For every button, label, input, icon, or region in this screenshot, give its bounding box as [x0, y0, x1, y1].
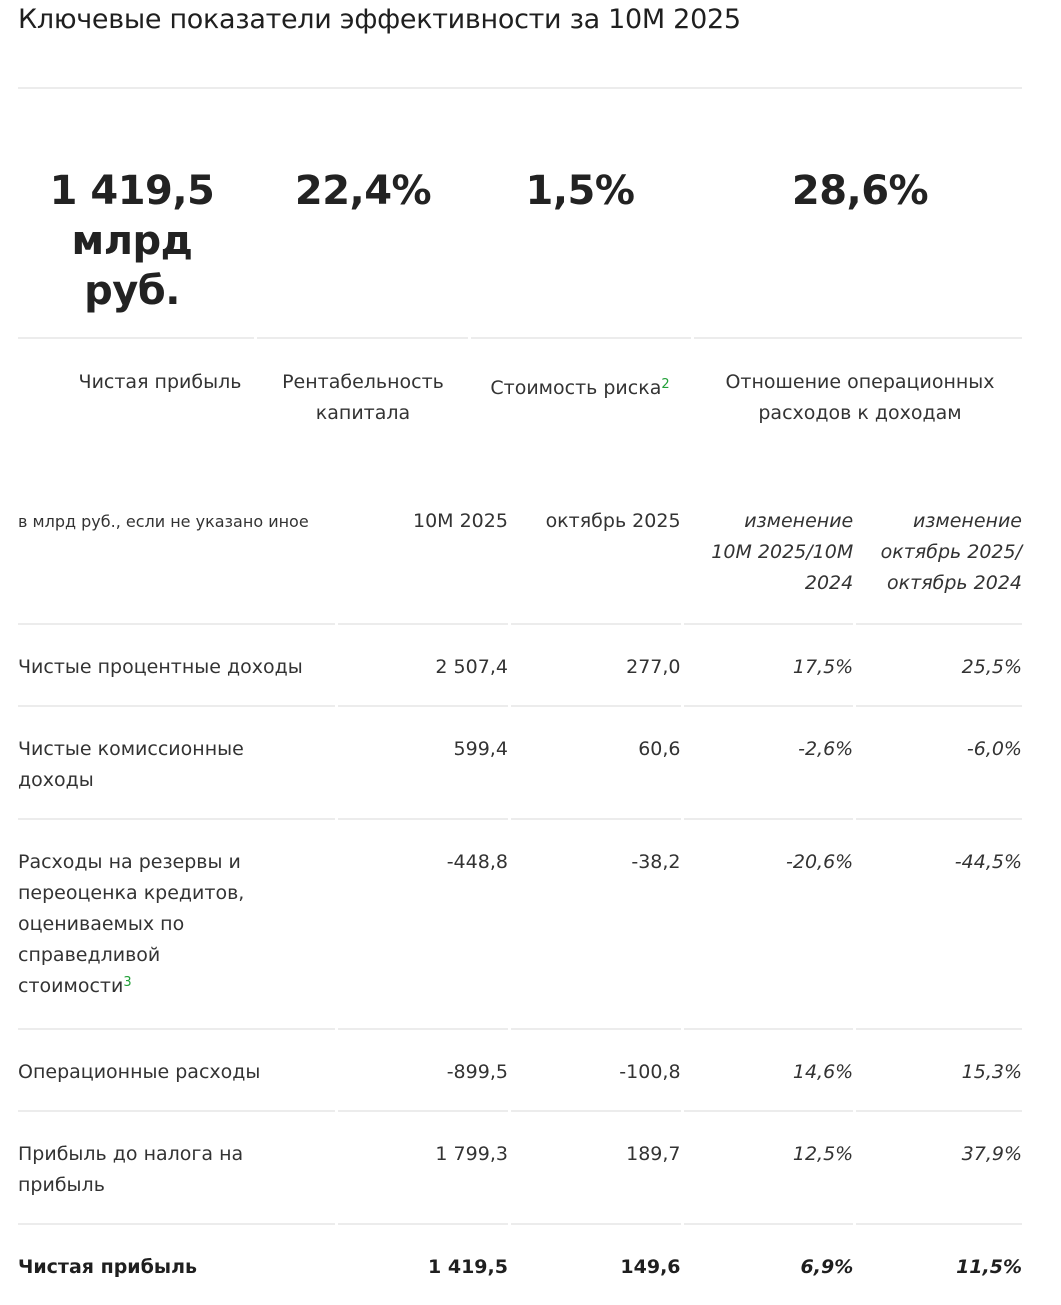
kpi-label-line: Рентабельность: [282, 371, 444, 393]
cell-october: -38,2: [511, 820, 681, 1030]
kpi-roe-label: [258, 367, 468, 429]
cell-october: 149,6: [620, 1256, 681, 1278]
col-header-change-october: изменение октябрь 2025/ октябрь 2024: [856, 506, 1022, 625]
divider: [471, 337, 691, 339]
kpi-cost-of-risk-value: 1,5%: [525, 168, 635, 214]
cell-change-october: 15,3%: [856, 1030, 1022, 1112]
cell-10m: 1 799,3: [338, 1112, 507, 1225]
kpi-net-profit-label: Чистая прибыль: [78, 371, 242, 393]
cell-10m: 1 419,5: [428, 1256, 508, 1278]
cell-change-october: -6,0%: [856, 707, 1022, 820]
row-label: Чистые процентные доходы: [18, 625, 335, 707]
col-header-october-2025: октябрь 2025: [511, 506, 681, 625]
col-header-change-10m: изменение 10М 2025/10М 2024: [684, 506, 854, 625]
divider: [18, 87, 1022, 89]
kpi-net-profit-value: [18, 166, 246, 316]
footnote-link[interactable]: 2: [661, 377, 670, 392]
kpi-roe-value: 22,4%: [294, 168, 432, 214]
table-row: [18, 625, 1022, 707]
cell-10m: -448,8: [338, 820, 507, 1030]
kpi-cir-value: 28,6%: [791, 168, 929, 214]
kpi-label-line: Отношение операционных: [725, 371, 995, 393]
cell-10m: -899,5: [338, 1030, 507, 1112]
cell-change-10m: 12,5%: [684, 1112, 854, 1225]
table-row: [18, 707, 1022, 820]
cell-change-october: 11,5%: [956, 1256, 1022, 1278]
row-label: Чистые комиссионные доходы: [18, 707, 335, 820]
units-note: в млрд руб., если не указано иное: [18, 506, 335, 625]
cell-change-october: -44,5%: [856, 820, 1022, 1030]
kpi-label-line: капитала: [315, 402, 411, 424]
cell-change-10m: -2,6%: [684, 707, 854, 820]
row-label: Расходы на резервы и переоценка кредитов, оцениваемых по справедливой стоимости$^3$: [18, 820, 335, 1030]
table-row: [18, 1112, 1022, 1225]
col-header-10m-2025: 10М 2025: [338, 506, 507, 625]
table-row: [18, 1030, 1022, 1112]
divider: [694, 337, 1022, 339]
kpi-cir-label: [695, 367, 1025, 429]
footnote-link[interactable]: 3: [123, 975, 132, 990]
cell-10m: 599,4: [338, 707, 507, 820]
divider: [257, 337, 468, 339]
row-label: Прибыль до налога на прибыль: [18, 1112, 335, 1225]
cell-change-10m: 17,5%: [684, 625, 854, 707]
kpi-label-line: расходов к доходам: [758, 402, 962, 424]
page-title: Ключевые показатели эффективности за 10М 2025: [18, 4, 741, 35]
cell-change-october: 37,9%: [856, 1112, 1022, 1225]
cell-change-october: 25,5%: [856, 625, 1022, 707]
kpi-label-text: Стоимость риска: [490, 377, 662, 399]
table-row-total: [18, 1225, 1022, 1305]
divider: [18, 337, 254, 339]
cell-change-10m: 14,6%: [684, 1030, 854, 1112]
row-label: Чистая прибыль: [18, 1256, 197, 1278]
financial-table: [15, 506, 1025, 1305]
kpi-value-line: 1 419,5: [49, 168, 215, 214]
cell-change-10m: -20,6%: [684, 820, 854, 1030]
cell-10m: 2 507,4: [338, 625, 507, 707]
row-label: Операционные расходы: [18, 1030, 335, 1112]
table-header-row: [18, 506, 1022, 625]
cell-change-10m: 6,9%: [800, 1256, 854, 1278]
cell-october: 189,7: [511, 1112, 681, 1225]
cell-october: 60,6: [511, 707, 681, 820]
kpi-cost-of-risk-label: [470, 373, 690, 404]
cell-october: -100,8: [511, 1030, 681, 1112]
kpi-value-unit: млрд руб.: [71, 218, 193, 314]
table-row: [18, 820, 1022, 1030]
cell-october: 277,0: [511, 625, 681, 707]
